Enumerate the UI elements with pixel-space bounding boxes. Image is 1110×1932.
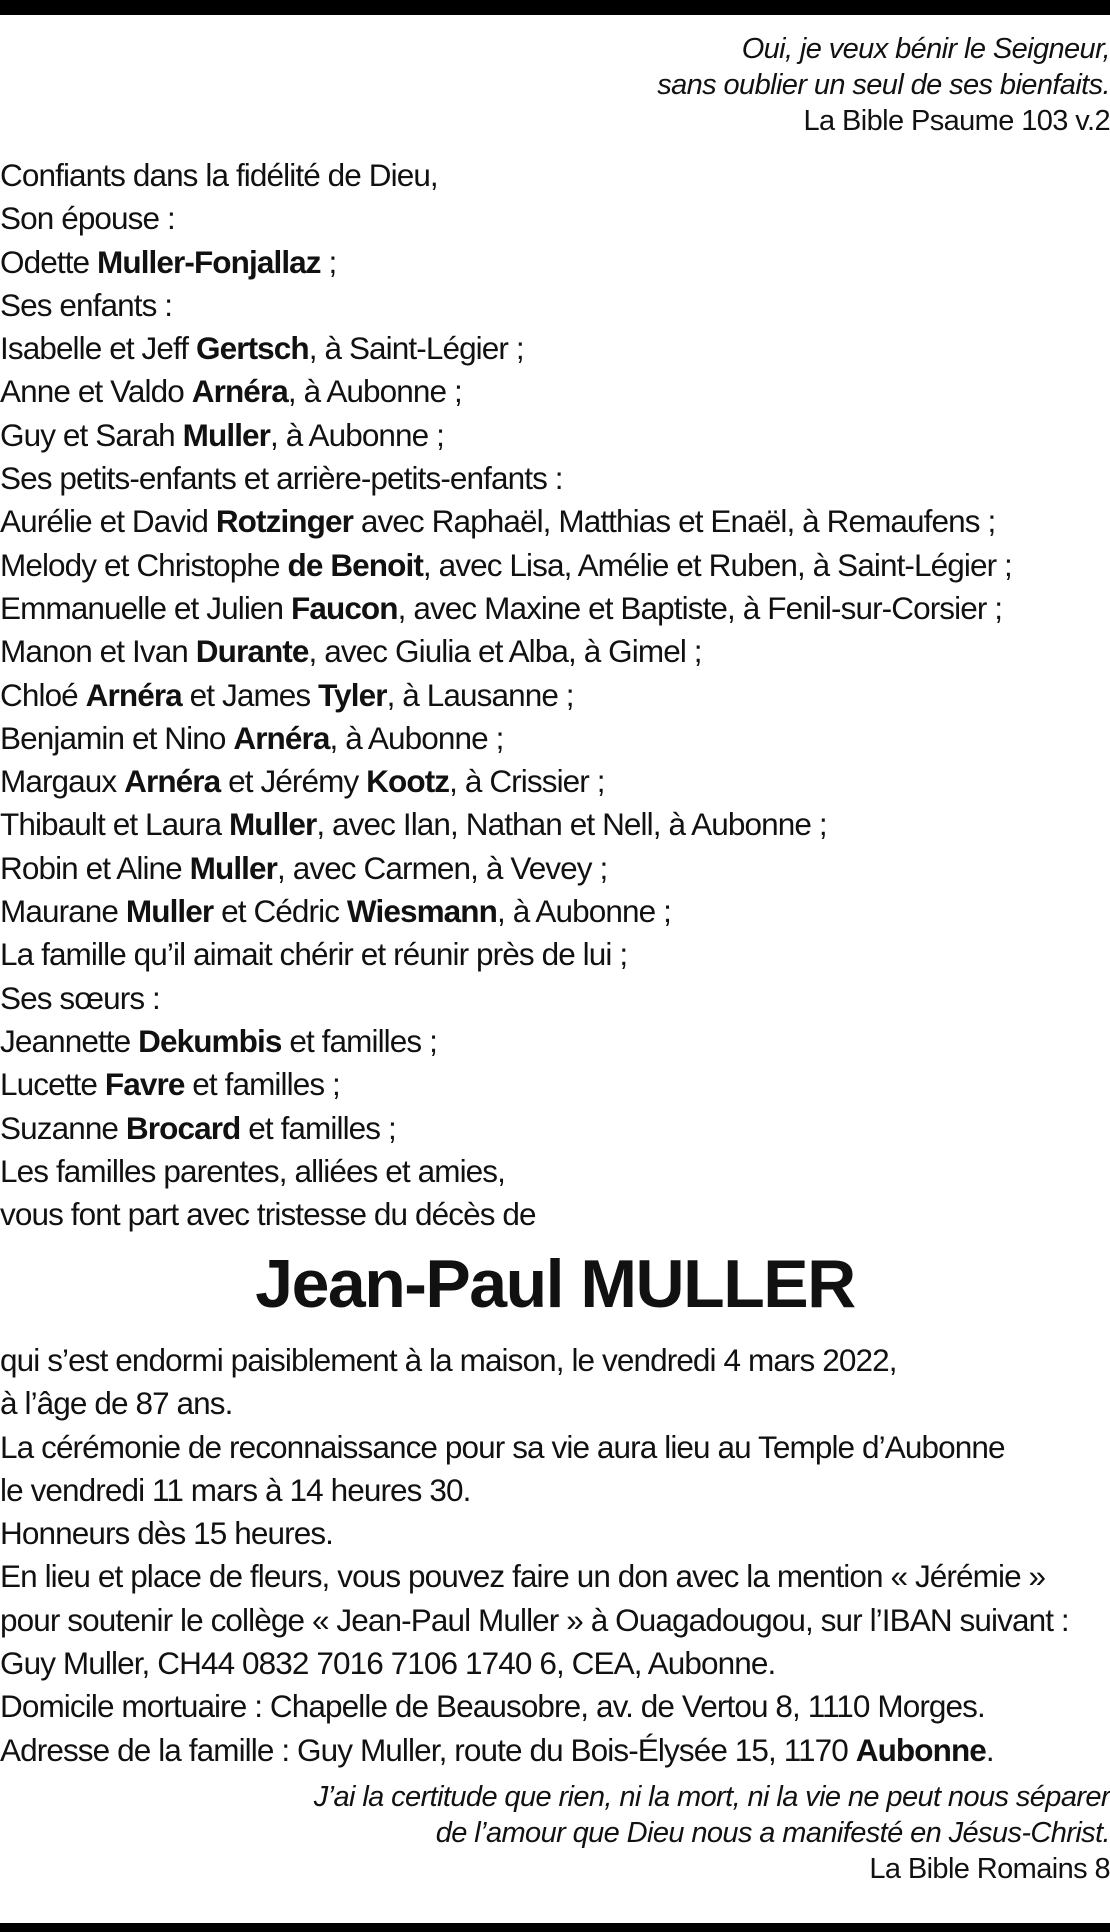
closing-verse-line-2: de l’amour que Dieu nous a manifesté en Jésus-Christ. bbox=[435, 1817, 1110, 1849]
notice-details bbox=[0, 1339, 1110, 1772]
notice-line-ceremony: La cérémonie de reconnaissance pour sa vie aura lieu au Temple d’Aubonne bbox=[0, 1428, 1005, 1465]
family-line bbox=[0, 803, 1110, 846]
opening-verse-line-2: sans oublier un seul de ses bienfaits. bbox=[657, 69, 1110, 101]
family-text: avec Raphaël, Matthias et Enaël, à Remaufens ; bbox=[352, 503, 996, 540]
family-line bbox=[0, 1063, 1110, 1106]
family-text: , avec Maxine et Baptiste, à Fenil-sur-Corsier ; bbox=[397, 589, 1003, 626]
family-line bbox=[0, 674, 1110, 717]
family-text: , à Aubonne ; bbox=[287, 373, 462, 410]
family-text: Ses petits-enfants et arrière-petits-enfants : bbox=[0, 460, 563, 497]
family-text: Aurélie et David bbox=[0, 503, 216, 540]
family-line bbox=[0, 760, 1110, 803]
family-text: Suzanne bbox=[0, 1109, 126, 1146]
family-surname: Gertsch bbox=[196, 330, 309, 367]
family-surname: Durante bbox=[195, 633, 309, 670]
family-surname: Arnéra bbox=[233, 719, 330, 756]
family-line bbox=[0, 587, 1110, 630]
family-text: , avec Lisa, Amélie et Ruben, à Saint-Légier ; bbox=[422, 546, 1012, 583]
family-surname: Kootz bbox=[366, 763, 450, 800]
family-text: , à Aubonne ; bbox=[270, 416, 444, 453]
family-text: Manon et Ivan bbox=[0, 633, 196, 670]
family-line bbox=[0, 197, 1110, 240]
family-text: ; bbox=[320, 243, 337, 280]
family-surname: Rotzinger bbox=[215, 503, 353, 540]
family-text: et familles ; bbox=[184, 1066, 340, 1103]
notice-line-iban: Guy Muller, CH44 0832 7016 7106 1740 6, CEA, Aubonne. bbox=[0, 1645, 776, 1682]
family-text: , à Aubonne ; bbox=[496, 893, 671, 930]
family-text: et James bbox=[181, 676, 319, 713]
deceased-name: Jean-Paul MULLER bbox=[255, 1246, 855, 1322]
family-text: , à Crissier ; bbox=[449, 763, 605, 800]
family-text: Benjamin et Nino bbox=[0, 719, 234, 756]
family-line bbox=[0, 284, 1110, 327]
family-surname: Muller-Fonjallaz bbox=[97, 243, 321, 280]
family-line bbox=[0, 370, 1110, 413]
family-line bbox=[0, 630, 1110, 673]
family-surname: Favre bbox=[104, 1066, 185, 1103]
family-text: Confiants dans la fidélité de Dieu, bbox=[0, 157, 438, 193]
family-surname: Arnéra bbox=[124, 763, 221, 800]
family-text: Ses sœurs : bbox=[0, 979, 160, 1016]
family-surname: Muller bbox=[182, 416, 271, 453]
family-text: et familles ; bbox=[281, 1022, 437, 1059]
family-surname: Arnéra bbox=[85, 676, 182, 713]
family-line bbox=[0, 154, 1110, 197]
family-text: , avec Ilan, Nathan et Nell, à Aubonne ; bbox=[316, 806, 827, 843]
family-text: Chloé bbox=[0, 676, 86, 713]
family-surname: Muller bbox=[189, 849, 278, 886]
closing-verse-reference: La Bible Romains 8 bbox=[869, 1853, 1110, 1885]
family-line bbox=[0, 500, 1110, 543]
closing-epigraph bbox=[10, 1779, 1110, 1887]
family-text: Isabelle et Jeff bbox=[0, 330, 197, 367]
closing-verse-line-1: J’ai la certitude que rien, ni la mort, ni la vie ne peut nous séparer bbox=[313, 1781, 1110, 1813]
family-text: , à Lausanne ; bbox=[386, 676, 574, 713]
family-text: et familles ; bbox=[240, 1109, 396, 1146]
family-line bbox=[0, 890, 1110, 933]
family-text: Jeannette bbox=[0, 1022, 139, 1059]
family-surname: Muller bbox=[228, 806, 317, 843]
family-line bbox=[0, 847, 1110, 890]
family-text: , à Aubonne ; bbox=[329, 719, 504, 756]
family-surname: Wiesmann bbox=[346, 893, 497, 930]
family-text: Les familles parentes, alliées et amies, bbox=[0, 1152, 506, 1189]
family-text: vous font part avec tristesse du décès de bbox=[0, 1196, 536, 1233]
family-text: Melody et Christophe bbox=[0, 546, 288, 583]
family-text: , avec Giulia et Alba, à Gimel ; bbox=[308, 633, 702, 670]
family-line bbox=[0, 327, 1110, 370]
family-text: et Cédric bbox=[213, 893, 347, 930]
family-text: , à Saint-Légier ; bbox=[308, 330, 524, 367]
family-announcement bbox=[0, 154, 1110, 1236]
family-line bbox=[0, 717, 1110, 760]
family-line bbox=[0, 457, 1110, 500]
family-surname: Tyler bbox=[318, 676, 387, 713]
family-text: Ses enfants : bbox=[0, 286, 173, 323]
family-line bbox=[0, 544, 1110, 587]
family-text: Thibault et Laura bbox=[0, 806, 229, 843]
notice-line-ceremony-time: le vendredi 11 mars à 14 heures 30. bbox=[0, 1471, 471, 1508]
family-text: , avec Carmen, à Vevey ; bbox=[277, 849, 608, 886]
family-surname: Brocard bbox=[125, 1109, 241, 1146]
family-surname: Arnéra bbox=[191, 373, 288, 410]
bottom-border-rule bbox=[0, 1923, 1110, 1932]
family-line bbox=[0, 977, 1110, 1020]
family-text: Lucette bbox=[0, 1066, 105, 1103]
family-line bbox=[0, 1193, 1110, 1236]
family-line bbox=[0, 1150, 1110, 1193]
top-border-rule bbox=[0, 0, 1110, 15]
family-line bbox=[0, 241, 1110, 284]
opening-epigraph bbox=[10, 31, 1110, 139]
family-text: Emmanuelle et Julien bbox=[0, 589, 292, 626]
family-text: La famille qu’il aimait chérir et réunir près de lui ; bbox=[0, 936, 628, 973]
family-text: et Jérémy bbox=[220, 763, 367, 800]
notice-line-age: à l’âge de 87 ans. bbox=[0, 1385, 233, 1422]
family-text: Anne et Valdo bbox=[0, 373, 192, 410]
notice-line-family-address bbox=[0, 1729, 1110, 1772]
family-text: Son épouse : bbox=[0, 200, 175, 237]
notice-line-donation-purpose: pour soutenir le collège « Jean-Paul Muller » à Ouagadougou, sur l’IBAN suivant : bbox=[0, 1601, 1069, 1638]
family-line bbox=[0, 414, 1110, 457]
family-surname: de Benoit bbox=[287, 546, 423, 583]
family-text: Robin et Aline bbox=[0, 849, 190, 886]
family-text: Odette bbox=[0, 243, 98, 280]
family-line bbox=[0, 933, 1110, 976]
family-text: Maurane bbox=[0, 893, 126, 930]
family-text: Margaux bbox=[0, 763, 125, 800]
family-text: Guy et Sarah bbox=[0, 416, 183, 453]
family-line bbox=[0, 1020, 1110, 1063]
notice-line-honours: Honneurs dès 15 heures. bbox=[0, 1515, 334, 1552]
family-surname: Faucon bbox=[291, 589, 398, 626]
family-address-town: Aubonne bbox=[855, 1731, 986, 1768]
family-line bbox=[0, 1107, 1110, 1150]
opening-verse-line-1: Oui, je veux bénir le Seigneur, bbox=[741, 33, 1110, 65]
opening-verse-reference: La Bible Psaume 103 v.2 bbox=[803, 105, 1110, 137]
family-address-text: Adresse de la famille : Guy Muller, route du Bois-Élysée 15, 1170 bbox=[0, 1731, 856, 1768]
family-address-end: . bbox=[985, 1731, 994, 1768]
family-surname: Dekumbis bbox=[138, 1022, 282, 1059]
notice-line-donation: En lieu et place de fleurs, vous pouvez faire un don avec la mention « Jérémie » bbox=[0, 1558, 1046, 1595]
notice-line-mortuary: Domicile mortuaire : Chapelle de Beausobre, av. de Vertou 8, 1110 Morges. bbox=[0, 1688, 985, 1725]
notice-line-passing: qui s’est endormi paisiblement à la maison, le vendredi 4 mars 2022, bbox=[0, 1342, 897, 1378]
family-surname: Muller bbox=[125, 893, 214, 930]
